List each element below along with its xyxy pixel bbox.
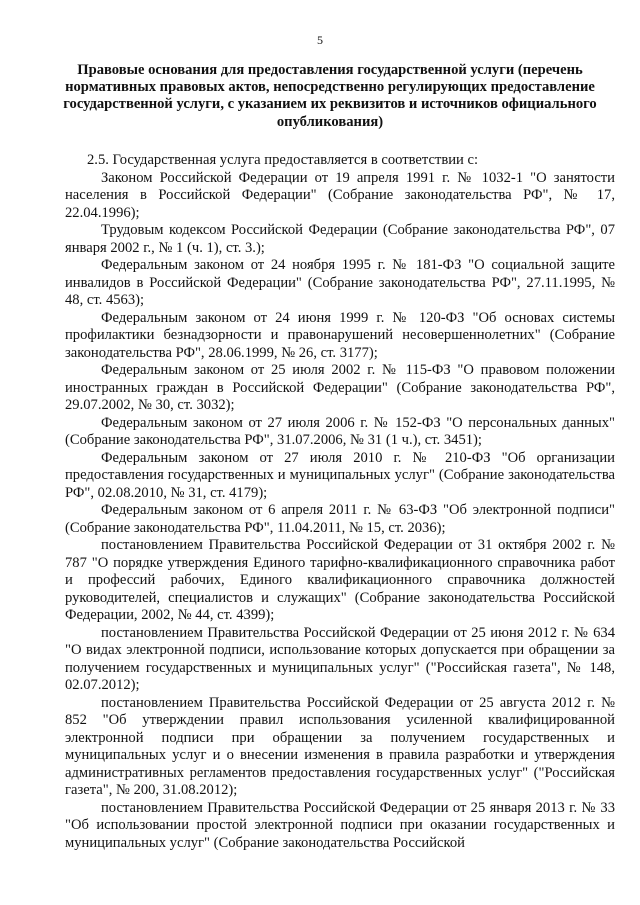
paragraph-law-63: Федеральным законом от 6 апреля 2011 г. № 63-ФЗ "Об электронной подписи" (Собрание законодательства РФ", 11.04.2011, № 15, ст. 2036); (65, 502, 615, 536)
paragraph-law-115: Федеральным законом от 25 июля 2002 г. № 115-ФЗ "О правовом положении иностранных граждан в Российской Федерации" (Собрание законодательства РФ", 29.07.2002, № 30, ст. 3032); (65, 362, 615, 413)
paragraph-law-employment: Законом Российской Федерации от 19 апреля 1991 г. № 1032-1 "О занятости населения в Российской Федерации" (Собрание законодательства РФ", № 17, 22.04.1996); (65, 169, 615, 221)
section-heading: Правовые основания для предоставления государственной услуги (перечень нормативных правовых актов, непосредственно регулирующих предоставление государственной услуги, с указанием их реквизитов и источников официального опубликования) (63, 62, 597, 130)
paragraph-decree-33: постановлением Правительства Российской Федерации от 25 января 2013 г. № 33 "Об использовании простой электронной подписи при оказании государственных и муниципальных услуг" (Собрание законодательства Российской (65, 799, 615, 851)
paragraph-decree-787: постановлением Правительства Российской Федерации от 31 октября 2002 г. № 787 "О порядке утверждения Единого тарифно-квалификационного справочника работ и профессий рабочих, Единого квалификационного справочника должностей руководителей, специалистов и служащих" (Собрание законодательства Российской Федерации, 2002, № 44, ст. 4399); (65, 537, 615, 623)
page-number: 5 (317, 33, 323, 47)
paragraph-law-152: Федеральным законом от 27 июля 2006 г. № 152-ФЗ "О персональных данных" (Собрание законодательства РФ", 31.07.2006, № 31 (1 ч.), ст. 3451); (65, 414, 615, 448)
paragraph-law-181: Федеральным законом от 24 ноября 1995 г. № 181-ФЗ "О социальной защите инвалидов в Российской Федерации" (Собрание законодательства РФ", 27.11.1995, № 48, ст. 4563); (65, 257, 615, 308)
document-body (65, 152, 615, 852)
paragraph-intro: 2.5. Государственная услуга предоставляется в соответствии с: (87, 152, 479, 168)
paragraph-decree-852: постановлением Правительства Российской Федерации от 25 августа 2012 г. № 852 "Об утверждении правил использования усиленной квалифицированной электронной подписи при обращении за получением государственных и муниципальных услуг и о внесении изменения в правила разработки и утверждения административных регламентов предоставления государственных услуг" ("Российская газета", № 200, 31.08.2012); (65, 694, 615, 798)
paragraph-decree-634: постановлением Правительства Российской Федерации от 25 июня 2012 г. № 634 "О видах электронной подписи, использование которых допускается при обращении за получением государственных и муниципальных услуг" ("Российская газета", № 148, 02.07.2012); (65, 624, 615, 693)
paragraph-law-210: Федеральным законом от 27 июля 2010 г. № 210-ФЗ "Об организации предоставления государственных и муниципальных услуг" (Собрание законодательства РФ", 02.08.2010, № 31, ст. 4179); (65, 449, 615, 501)
paragraph-law-120: Федеральным законом от 24 июня 1999 г. № 120-ФЗ "Об основах системы профилактики безнадзорности и правонарушений несовершеннолетних" (Собрание законодательства РФ", 28.06.1999, № 26, ст. 3177); (65, 309, 615, 361)
paragraph-labor-code: Трудовым кодексом Российской Федерации (Собрание законодательства РФ", 07 января 2002 г., № 1 (ч. 1), ст. 3.); (65, 222, 615, 256)
